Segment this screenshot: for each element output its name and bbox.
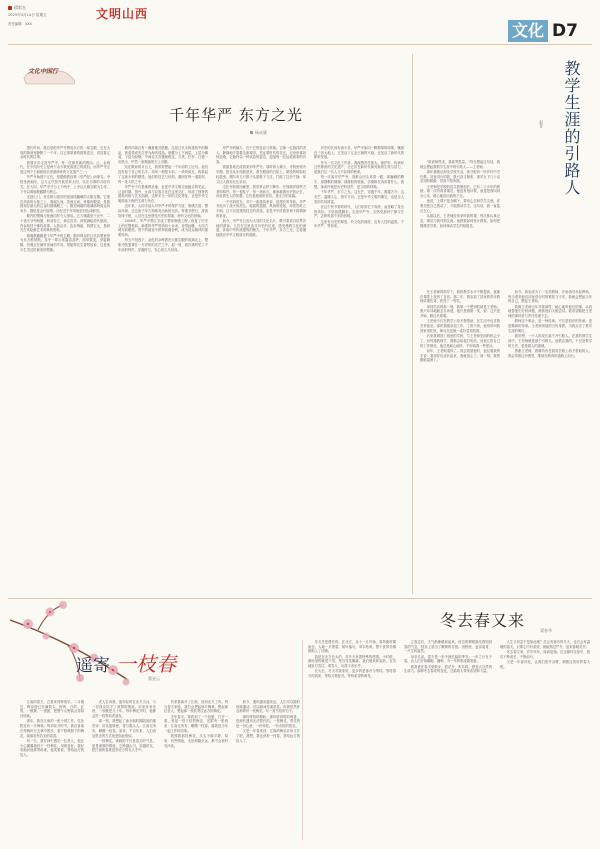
paper-logo-icon bbox=[8, 6, 12, 10]
article2-byline: 董金云 bbox=[148, 676, 160, 681]
section-badge: 文化 bbox=[508, 20, 548, 42]
article3-col1: "谁说师恩浅，我欲寄思量。"每当想起这句话，我就会想起我教学生涯中的引路人——王老师。 那年我刚从师范学校毕业，被分配到一所乡村中学任教。初登讲台的我，既兴奋又紧张，面对台下几十双求知的眼睛，常常不知所措。 王老师是学校的语文教研组长，已有二十多年的教龄。第一次听我讲课后，他没有批评我，而是把我叫到办公室，耐心地指出我的不足。 他说，上课不是念稿子，要用心去和学生交流。你要先把自己感动了，才能感动学生。这句话，我一直铭记在心。 从那以后，王老师经常来听我的课，每次都认真记录，课后与我详细交流。他教我如何设计教案，如何把握课堂节奏，如何调动学生的积极性。 bbox=[420, 160, 500, 228]
vertical-divider bbox=[412, 54, 413, 594]
brand-title: 文明山西 bbox=[96, 7, 149, 21]
article3-byline: 赵青 bbox=[539, 120, 544, 128]
date-line: 2025年3月14日 星期五 bbox=[8, 13, 47, 17]
article2-col3: 后来我离开了江南，回到北方工作。每当春天来临，我总会想起那片梅林，想起那位老人，想起那一枝枝寄往远方的梅花。 去年春天，我收到了一个包裹，打开一看，竟是一枝干枯的梅花，还附有一张纸条：江南无所有，聊赠一枝春。落款是当年一起工作的同事。 我捧着那枝梅花，久久不能平静。原来，有些情谊，无论相隔多远，都不会被时光冲淡。 bbox=[164, 700, 228, 748]
article3-col2: 在王老师的指导下，我的教学水平不断提高，逐渐在课堂上找到了自信。第二年，我参加了县里的青年教师讲课比赛，获得了一等奖。 拿到奖状的那一刻，我第一个想到的就是王老师。我兴冲冲地跑去告诉他，他只是微微一笑，说：这只是开始，路还长着呢。 王老师不仅在教学上给予我帮助，在生活中也对我关怀备至。那时我刚参加工作，工资不高，他常常叫我到家里吃饭，师母总是做一桌好菜招待我。 后来我调到了城里的学校，与王老师见面的机会少了。但每逢教师节，我都会给他打电话，向他汇报自己的工作情况，他总是耐心地听，不时给我一些建议。 前年，王老师退休了。我去看望他时，他拉着我的手说：看到你们成长起来，我就放心了。那一刻，我的眼眶湿润了。 bbox=[420, 290, 500, 363]
masthead-rule bbox=[8, 44, 592, 45]
article2-col2: 老人告诉我，他年轻时在北方当兵，与一位战友结下了深厚的情谊。后来各奔东西，一别就是几十年。每年梅花开时，他都会折一枝寄给老战友。 那一刻，我想起了南北朝时期陆凯的那首诗：折花逢驿使，寄与陇头人。江南无所有，聊赠一枝春。原来，千百年来，人们表达思念的方式竟是如此相似。 一枝梅花，承载的不仅是春天的气息，更是深厚的情谊。它跨越山川，穿越时光，把江南的春意送到北方的友人手中。 bbox=[92, 700, 156, 753]
paper-name: 精彩在 bbox=[8, 5, 26, 11]
article2-col1: 江南的春天，总是来得特别早。二月刚过，梅花便已开满枝头，粉的、白的、红的，一簇簇、一团团，把整个山野装点得如诗如画。 那年，我在江南的一座小城工作，住处附近有一片梅林。每到花开时节，我总喜欢在傍晚时分去林中散步，看夕阳映照下的梅花，闻那若有若无的清香。 有一天，我在林中遇见一位老人，他正小心翼翼地折下一枝梅花，用纸包好。我好奇地问他要寄给谁，他笑着说，寄给远方的故人。 bbox=[20, 700, 84, 757]
article4-byline: 梁春华 bbox=[540, 628, 552, 633]
plum-blossom-icon bbox=[8, 590, 138, 700]
article1-col4: 历史的长河奔流不息，华严寺如同一颗璀璨的明珠，镶嵌在三晋大地上。它见证了辽金王朝的兴衰，也见证了新时代的繁荣发展。 作为一名文化工作者，我深感责任重大。保护好、传承好这些珍贵的文化遗产，让它们在新时代焕发新的生机与活力，是我们这一代人义不容辞的使命。 每一次离开华严寺，我都会回头再望一眼。那巍峨的殿宇、那静默的佛像、那斑驳的壁画，仿佛都在诉说着什么。我想，那或许就是历史的回声，是文明的呼唤。 千年华严，东方之光。这光芒，穿越千年，照耀古今；这光芒，温暖人心，指引方向。它是中华文明的瑰宝，也是全人类的共同财富。 在这个快节奏的时代，人们常常忙于奔波，而忽略了身边的美好。不妨放慢脚步，走进华严寺，去感受那份宁静与庄严，去聆听那千年的回响。 这里有历史的厚度，有文化的深度，也有人性的温度。千年华严，等你来。 bbox=[314, 146, 404, 229]
article3-col3: 如今，我也成为了一名老教师，开始指导年轻教师。每当看到他们初登讲台时的紧张与不安，我就会想起当年的自己，想起王老师。 我像王老师当年对我那样，耐心地听他们的课，认真地帮他们分析问题，鼓励他们大胆尝试。我希望能把王老师的那份爱与责任传递下去。 教师这个职业，是一种传承。不仅是知识的传承，更是精神的传承。王老师用他的言传身教，为我点亮了教学生涯的明灯。 我常想，一个人的成长离不开引路人。在我的教学生涯中，王老师就是那个引路人。他教会我的，不仅是教学的方法，更是做人的道理。 感谢王老师，感谢所有在我成长路上给予帮助的人。我会带着这份感恩，继续在教育的道路上前行。 bbox=[508, 290, 592, 358]
article1-col3: 华严寺的魅力，在于它的包容与厚重。它像一位慈祥的老人，静静地守望着这座城市，见证着时代的变迁。无论世事如何沧桑，它始终以一种从容的姿态，迎接每一位远道而来的访客。 我最喜欢在清晨来到华严寺。那时游人稀少，寺院里格外安静。阳光从东面照进来，洒在殿前的石阶上，斑驳的树影轻轻摇曳。偶尔有几只鸽子从屋檐下飞过，打破了这份宁静，却又让人感到无比亲切。 走在寺院的回廊里，我常常会停下脚步，仔细端详那些古老的构件。每一根柱子、每一块砖石，都承载着历史的记忆，诉说着先人的智慧。它们是凝固的音乐，是无言的诗篇。 一千年的时光，对于一座建筑来说，是漫长的考验。华严寺经历了战火的洗礼、地震的摇撼、风雨的侵蚀，却依然屹立不倒。这不仅是建筑技艺的奇迹，更是中华民族坚韧不拔精神的象征。 如今，华严寺已成为大同的文化名片，吸引着来自世界各地的游客。人们在这里追寻历史的足迹，感受佛教文化的深邃，体验中华传统建筑的魅力。千年华严，东方之光，它将继续照亮中华文明前行的道路。 bbox=[216, 146, 306, 238]
editor-line: 责任编辑：XXX bbox=[8, 22, 32, 26]
article4-title: 冬去春又来 bbox=[440, 611, 526, 630]
lower-vertical-divider bbox=[302, 640, 303, 840]
article4-col2: 立春过后，天气渐渐暖和起来。河边的柳树最先感知到春的气息，枝条上冒出了嫩黄的芽苞。田野里，麦苗返青，一片生机盎然。 母亲总说，春天是一年中最忙碌的季节。一年之计在于春，农人们开始翻地、播种，为一年的收成做准备。 我喜欢在春天里散步，看花开，听鸟鸣，感受大自然的生命力。那种冬去春来的变化，总能给人带来希望和力量。 bbox=[404, 640, 492, 674]
column-logo-text: 文化中国行 bbox=[28, 68, 59, 75]
author-mark-icon bbox=[250, 131, 253, 134]
article4-col3: 人生又何尝不是如此呢？总会有寒冷的冬天，也总会有温暖的春天。只要心中有希望，就能熬过严冬，迎来春暖花开。 冬去春又来，岁岁年年，周而复始。在这循环往复中，我们不断成长，不断前行。 又是一年春好处，让我们张开双臂，拥抱这美好的春天吧。 bbox=[500, 640, 590, 669]
article1-title: 千年华严 东方之光 bbox=[169, 106, 303, 124]
article2-col4: 如今，通讯越来越发达，人们可以随时视频通话，可以瞬间传递消息。但我依然怀念那种折一枝梅花、写一封书信的日子。 那份等待的期盼，那份收到时的惊喜，是现代通讯无法替代的。一枝梅花，寄托的是一份心意，一份牵挂，一份永恒的思念。 又是一年春来到，江南的梅花应该又开了吧。我想，我也该折一枝春，寄给远方的故人了。 bbox=[236, 700, 300, 743]
article1-col1: 很长时间，我总是把华严寺想成东方的一座宝殿，它在大同的街巷里静默了一千年，以它那厚重的建筑语言，讲述着辽金时代的往事。 我曾多次走进华严寺，每一次都有新的感动。辽、金两代，在中国历史上是两个由少数民族建立的政权，而华严寺正是这两个王朝留给后世最珍贵的文化遗产之一。 华严寺始建于辽代，依据佛教经典《华严经》而命名。寺院坐西朝东，这与辽代契丹族崇拜太阳、以东为尊的习俗有关。在大同，华严寺分为上下两寺，上寺以大雄宝殿为主体，下寺以薄伽教藏殿为核心。 走进山门，首先映入眼帘的是那座巍峨的大雄宝殿。它建在高高的台基之上，面阔九间，进深五间，单檐庑殿顶，是我国现存最大的辽金时期佛殿之一。殿顶两端的琉璃鸱吻高达四米多，据说是金代原物，历经近千年风雨依旧色泽鲜亮。 殿内的塑像与壁画同样令人惊叹。五方佛端坐于正中，二十诸天分列两侧，躬身侍立，神态各异。四壁满绘清代壁画，内容取材于佛传故事，人物众多，色彩绚丽，构图宏大，是研究古代绘画艺术的珍贵资料。 薄伽教藏殿是下华严寺的主殿，殿内保存的辽代彩塑被誉为东方维纳斯。其中一尊合掌露齿菩萨，面带微笑，身姿婀娜，仿佛正在倾听世间的声音。郑振铎先生曾赞叹说，这是他平生见过的最美的塑像。 bbox=[20, 146, 110, 252]
column-logo bbox=[20, 60, 80, 86]
article4-col1: 冬天总是漫长的。在北方，从十一月开始，寒风便呼啸而至，大地一片萧瑟。树叶落尽，草木枯黄，整个世界仿佛都陷入了沉睡。 我是在北方长大的，对冬天有着特殊的感情。小时候，最盼望的就是下雪。每当雪花飘落，我们便欢呼雀跃，在雪地里打雪仗、堆雪人，玩得不亦乐乎。 长大后，冬天对我来说，更多的是寒冷与等待。等待春天的到来，等待万物复苏，等待希望的萌发。 bbox=[308, 640, 396, 679]
plum-blossom-illustration bbox=[8, 590, 138, 700]
article1-col2: 殿内四周还有一圈重楼式壁藏，这是辽代木构建筑中的精品，被梁思成先生誉为海内孤品。壁藏分上下两层，上层为佛龛，下层为经橱，中间以天宫楼阁相连，斗拱、栏杆、门窗一应俱全，俨然一座微缩的天上宫殿。 站在殿前的月台上，我常常想起一千年前的工匠们。他们没有留下自己的名字，却用一根根木料、一块块砖瓦，构筑起了这座永恒的殿堂。他们的技艺与信仰，凝固在每一道梁枋、每一处斗拱之中。 华严寺不仅是佛教圣地，也是中华文明交流融合的见证。辽金时期，契丹、女真与汉族文化在这里交汇，形成了独特的建筑风格与艺术面貌。这种多元一体的文化特征，正是中华文明绵延不绝的生命力所在。 近年来，大同市加大对华严寺的保护力度，修缮古建、整治环境，让这座千年古刹焕发出新的光彩。每逢节假日，游客络绎不绝，人们在这里感受历史的厚重，聆听文化的回响。 2008年，华严寺景区完成了整体修缮工程，恢复了历史上的完整格局。新建的华严塔高四十余米，登塔远眺，大同古城尽收眼底。塔下的地宫中供奉着佛舍利，成为信众朝拜的重要场所。 每当夕阳西下，金色的余晖洒在大雄宝殿的琉璃瓦上，整座寺院笼罩在一片祥和的光芒之中。那一刻，我仿佛听见了千年前的钟声，穿越时空，在心底久久回荡。 bbox=[118, 146, 208, 252]
article3-title: 教学生涯的引路人 bbox=[562, 60, 581, 196]
article1-byline: 杨成雁 bbox=[250, 130, 267, 136]
article2-title: 遥寄 一枝春 bbox=[76, 652, 176, 676]
page-number: D7 bbox=[552, 21, 578, 41]
